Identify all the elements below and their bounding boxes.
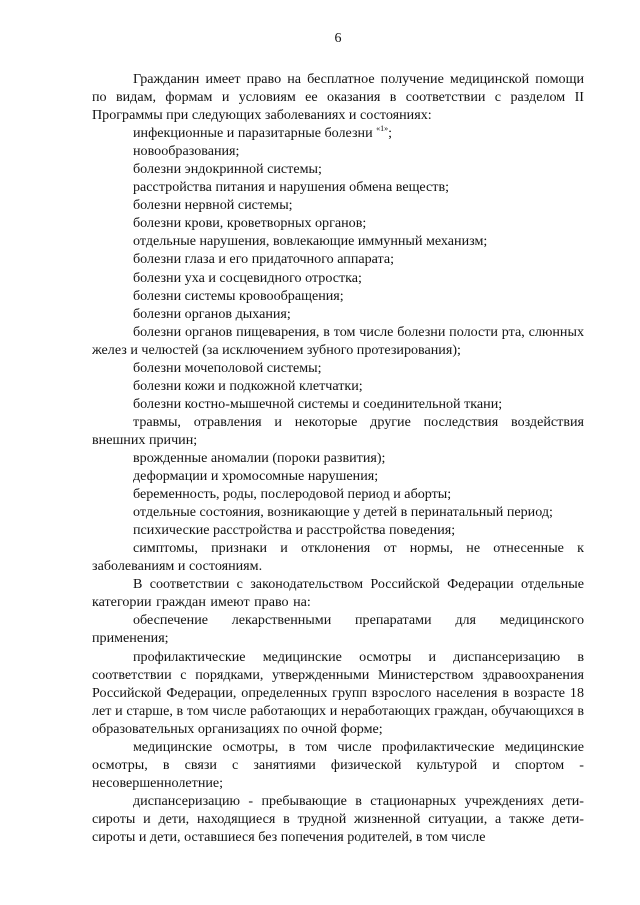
list-item: болезни органов пищеварения, в том числе болезни полости рта, слюнных желез и челюстей (за исключением зубного протезирования);: [92, 323, 584, 358]
body-text: [92, 70, 584, 846]
list-item: медицинские осмотры, в том числе профилактические медицинские осмотры, в связи с занятиями физической культурой и спортом - несовершеннолетние;: [92, 738, 584, 791]
paragraph-intro: Гражданин имеет право на бесплатное получение медицинской помощи по видам, формам и условиям ее оказания в соответствии с разделом II Программы при следующих заболеваниях и состояниях:: [92, 71, 584, 124]
list-item: болезни крови, кроветворных органов;: [133, 215, 367, 232]
list-item: болезни глаза и его придаточного аппарата;: [133, 251, 395, 268]
list-item: болезни нервной системы;: [133, 197, 293, 214]
list-item: травмы, отравления и некоторые другие последствия воздействия внешних причин;: [92, 413, 584, 448]
footnote-mark: «1»: [376, 124, 389, 134]
list-item: болезни эндокринной системы;: [133, 161, 322, 178]
footnote-suffix: ;: [388, 125, 393, 142]
list-item: профилактические медицинские осмотры и диспансеризацию в соответствии с порядками, утвержденными Министерством здравоохранения Российской Федерации, определенных групп взрослого населения в возрасте 18 лет и старше, в том числе работающих и неработающих граждан, обучающихся в образовательных организациях по очной форме;: [92, 648, 584, 737]
list-item: отдельные состояния, возникающие у детей в перинатальный период;: [133, 504, 553, 521]
list-item: диспансеризацию - пребывающие в стационарных учреждениях дети-сироты и дети, находящиеся в трудной жизненной ситуации, а также дети-сироты и дети, оставшиеся без попечения родителей, в том числе: [92, 792, 584, 845]
list-item: болезни органов дыхания;: [133, 305, 291, 322]
list-item: обеспечение лекарственными препаратами для медицинского применения;: [92, 612, 584, 647]
list-item: отдельные нарушения, вовлекающие иммунный механизм;: [133, 233, 488, 250]
list-item: деформации и хромосомные нарушения;: [133, 468, 379, 485]
list-item: болезни костно-мышечной системы и соединительной ткани;: [133, 395, 503, 412]
list-item: симптомы, признаки и отклонения от нормы, не отнесенные к заболеваниям и состояниям.: [92, 540, 584, 575]
list-item: болезни уха и сосцевидного отростка;: [133, 269, 362, 286]
list-item-infectious: [92, 124, 584, 142]
list-item: психические расстройства и расстройства поведения;: [133, 522, 456, 539]
paragraph-categories: В соответствии с законодательством Российской Федерации отдельные категории граждан имеют право на:: [92, 576, 584, 611]
list-item: беременность, роды, послеродовой период и аборты;: [133, 486, 452, 503]
list-item-text: инфекционные и паразитарные болезни: [133, 125, 373, 142]
list-item: врожденные аномалии (пороки развития);: [133, 449, 386, 466]
list-item: новообразования;: [133, 143, 240, 160]
list-item: болезни мочеполовой системы;: [133, 359, 322, 376]
list-item: расстройства питания и нарушения обмена веществ;: [133, 179, 450, 196]
page-number: 6: [334, 31, 342, 46]
list-item: болезни системы кровообращения;: [133, 287, 344, 304]
list-item: болезни кожи и подкожной клетчатки;: [133, 377, 363, 394]
